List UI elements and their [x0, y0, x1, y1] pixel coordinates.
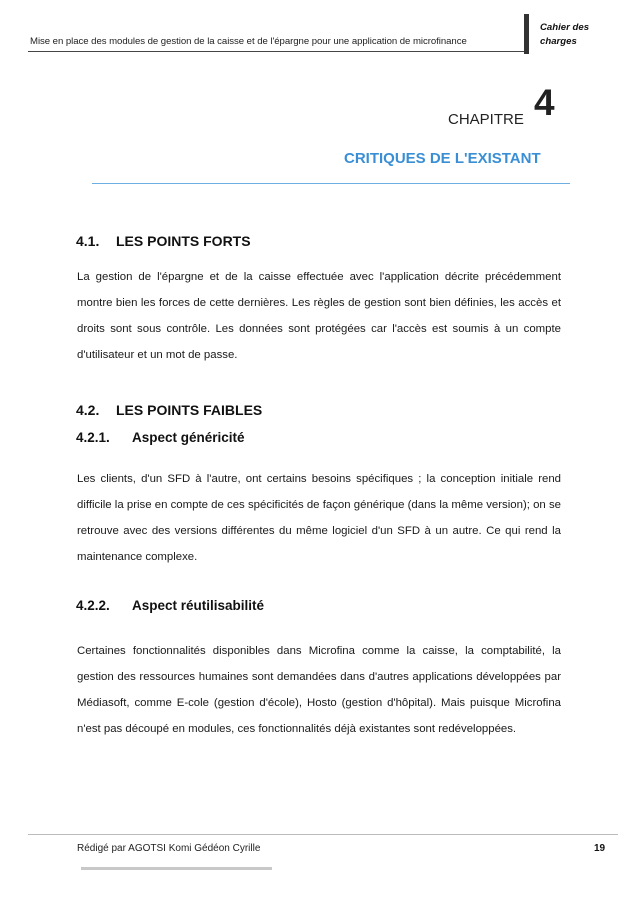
page-number: 19 [594, 843, 606, 854]
header-rule [28, 51, 525, 52]
footer-author: Rédigé par AGOTSI Komi Gédéon Cyrille [77, 843, 261, 854]
chapter-rule [92, 183, 570, 184]
subsection-heading-4-2-1 [76, 430, 245, 445]
subsection-number: 4.2.1. [76, 430, 110, 445]
running-header-title: Mise en place des modules de gestion de la caisse et de l'épargne pour une application de microfinance [30, 36, 467, 47]
subsection-heading-4-2-2 [76, 598, 264, 613]
section-number: 4.1. [76, 233, 100, 249]
section-title: LES POINTS FORTS [116, 233, 251, 249]
header-doc-type: Cahier des charges [540, 22, 590, 47]
chapter-label: CHAPITRE [448, 111, 524, 128]
paragraph-points-forts: La gestion de l'épargne et de la caisse effectuée avec l'application décrite précédemment montre bien les forces de cette dernières. Les règles de gestion sont bien définies, les accès et droits sont sous contrôle. Les données sont protégées car l'accès est soumis à un compte d'utilisateur et un mot de passe. [77, 271, 561, 361]
chapter-number: 4 [534, 82, 555, 123]
paragraph-reutilisabilite: Certaines fonctionnalités disponibles dans Microfina comme la caisse, la comptabilité, la gestion des ressources humaines sont demandées dans d'autres applications développées par Médiasoft, comme E-cole (gestion d'école), Hosto (gestion d'hôpital). Mais puisque Microfina n'est pas découpé en modules, ces fonctionnalités déjà existantes sont redéveloppées. [77, 645, 561, 735]
section-title: LES POINTS FAIBLES [116, 402, 263, 418]
subsection-number: 4.2.2. [76, 598, 110, 613]
subsection-title: Aspect généricité [132, 430, 245, 445]
chapter-title: CRITIQUES DE L'EXISTANT [344, 150, 541, 167]
section-heading-4-2 [76, 402, 262, 418]
footer-bar [81, 867, 272, 870]
section-heading-4-1 [76, 233, 251, 249]
subsection-title: Aspect réutilisabilité [132, 598, 265, 613]
header-divider-bar [524, 14, 529, 54]
paragraph-genericite: Les clients, d'un SFD à l'autre, ont certains besoins spécifiques ; la conception initiale rend difficile la prise en compte de ces spécificités de façon générique (dans la même version); on se retrouve avec des versions différentes du même logiciel d'un SFD à un autre. Ce qui rend la maintenance complexe. [77, 473, 561, 563]
section-number: 4.2. [76, 402, 100, 418]
footer-rule [28, 834, 618, 835]
